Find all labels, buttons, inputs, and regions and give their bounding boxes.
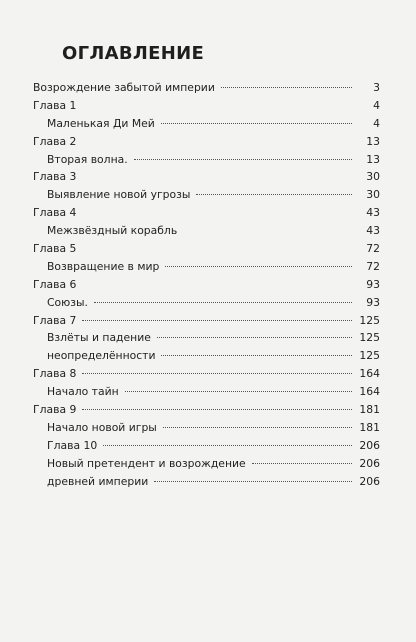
toc-entry <box>33 115 380 133</box>
toc-entry-label: Глава 5 <box>33 242 77 256</box>
toc-leader-dots <box>252 463 352 464</box>
toc-entry-label: Глава 7 <box>33 313 77 327</box>
toc-entry-page: 206 <box>359 456 380 470</box>
toc-entry-page: 3 <box>373 81 380 94</box>
toc-leader-dots <box>134 159 352 160</box>
toc-leader-dots <box>82 409 352 410</box>
toc-entry <box>33 222 380 240</box>
toc-entry-label: Глава 4 <box>33 206 77 220</box>
toc-entry-page: 206 <box>359 474 380 488</box>
toc-entry-page: 125 <box>359 313 380 327</box>
toc-entry-label: Начало тайн <box>47 385 119 399</box>
toc-leader-dots <box>157 337 352 338</box>
toc-entry-page: 181 <box>359 403 380 417</box>
toc-entry <box>33 168 380 186</box>
toc-leader-dots <box>161 355 352 356</box>
toc-leader-dots <box>196 194 352 195</box>
toc-entry <box>33 240 380 258</box>
toc-leader-dots <box>165 266 352 267</box>
toc-entry-label: Возрождение забытой империи <box>33 81 215 94</box>
toc-entry <box>33 329 380 347</box>
toc-entry <box>33 97 380 115</box>
toc-entry-page: 125 <box>359 331 380 345</box>
toc-entry-label: древней империи <box>47 474 149 488</box>
toc-entry-label: Вторая волна. <box>47 152 128 166</box>
toc-leader-dots <box>82 320 352 321</box>
toc-leader-dots <box>154 481 352 482</box>
toc-entry <box>33 151 380 169</box>
toc-entry-label: Выявление новой угрозы <box>47 188 191 202</box>
toc-entry-page: 13 <box>366 134 380 148</box>
toc-entry <box>33 79 380 97</box>
toc-entry-label: Союзы. <box>47 295 88 309</box>
toc-entry-page: 181 <box>359 420 380 434</box>
toc-entry-page: 30 <box>366 188 380 202</box>
toc-entry-page: 4 <box>373 116 380 130</box>
toc-entry <box>33 276 380 294</box>
toc-entry-label: неопределённости <box>47 349 156 363</box>
toc-leader-dots <box>161 123 352 124</box>
toc-entry <box>33 204 380 222</box>
toc-entry-page: 206 <box>359 438 380 452</box>
toc-entry <box>33 419 380 437</box>
toc-leader-dots <box>221 87 352 88</box>
toc-leader-dots <box>82 373 352 374</box>
toc-entry-label: Маленькая Ди Мей <box>47 116 155 130</box>
toc-entry <box>33 473 380 491</box>
toc-entry <box>33 365 380 383</box>
toc-entry-label: Глава 3 <box>33 170 77 184</box>
table-of-contents <box>33 79 380 490</box>
toc-entry-page: 164 <box>359 367 380 381</box>
toc-entry-page: 30 <box>366 170 380 184</box>
toc-leader-dots <box>163 427 352 428</box>
toc-entry-label: Новый претендент и возрождение <box>47 456 246 470</box>
toc-entry <box>33 258 380 276</box>
toc-entry-label: Глава 6 <box>33 277 77 291</box>
toc-entry-page: 72 <box>366 242 380 256</box>
toc-entry-page: 93 <box>366 277 380 291</box>
toc-entry-label: Глава 8 <box>33 367 77 381</box>
toc-entry-page: 164 <box>359 385 380 399</box>
toc-entry-label: Глава 9 <box>33 403 77 417</box>
toc-entry <box>33 312 380 330</box>
toc-entry <box>33 383 380 401</box>
toc-entry-label: Начало новой игры <box>47 420 157 434</box>
toc-entry <box>33 455 380 473</box>
toc-entry-page: 43 <box>366 224 380 238</box>
toc-entry <box>33 133 380 151</box>
toc-leader-dots <box>125 391 352 392</box>
toc-entry-label: Глава 1 <box>33 98 77 112</box>
toc-entry <box>33 401 380 419</box>
page-title: ОГЛАВЛЕНИЕ <box>62 43 205 64</box>
toc-leader-dots <box>94 302 352 303</box>
toc-leader-dots <box>103 445 352 446</box>
toc-entry-label: Глава 10 <box>47 438 98 452</box>
toc-entry <box>33 186 380 204</box>
toc-entry-label: Возвращение в мир <box>47 259 160 273</box>
toc-entry-page: 4 <box>373 98 380 112</box>
toc-entry-page: 13 <box>366 152 380 166</box>
toc-entry-page: 43 <box>366 206 380 220</box>
toc-entry <box>33 347 380 365</box>
toc-entry <box>33 294 380 312</box>
toc-entry-page: 93 <box>366 295 380 309</box>
toc-entry <box>33 437 380 455</box>
toc-entry-label: Глава 2 <box>33 134 77 148</box>
toc-entry-label: Межзвёздный корабль <box>47 224 178 238</box>
toc-entry-page: 72 <box>366 259 380 273</box>
toc-entry-page: 125 <box>359 349 380 363</box>
toc-entry-label: Взлёты и падение <box>47 331 151 345</box>
